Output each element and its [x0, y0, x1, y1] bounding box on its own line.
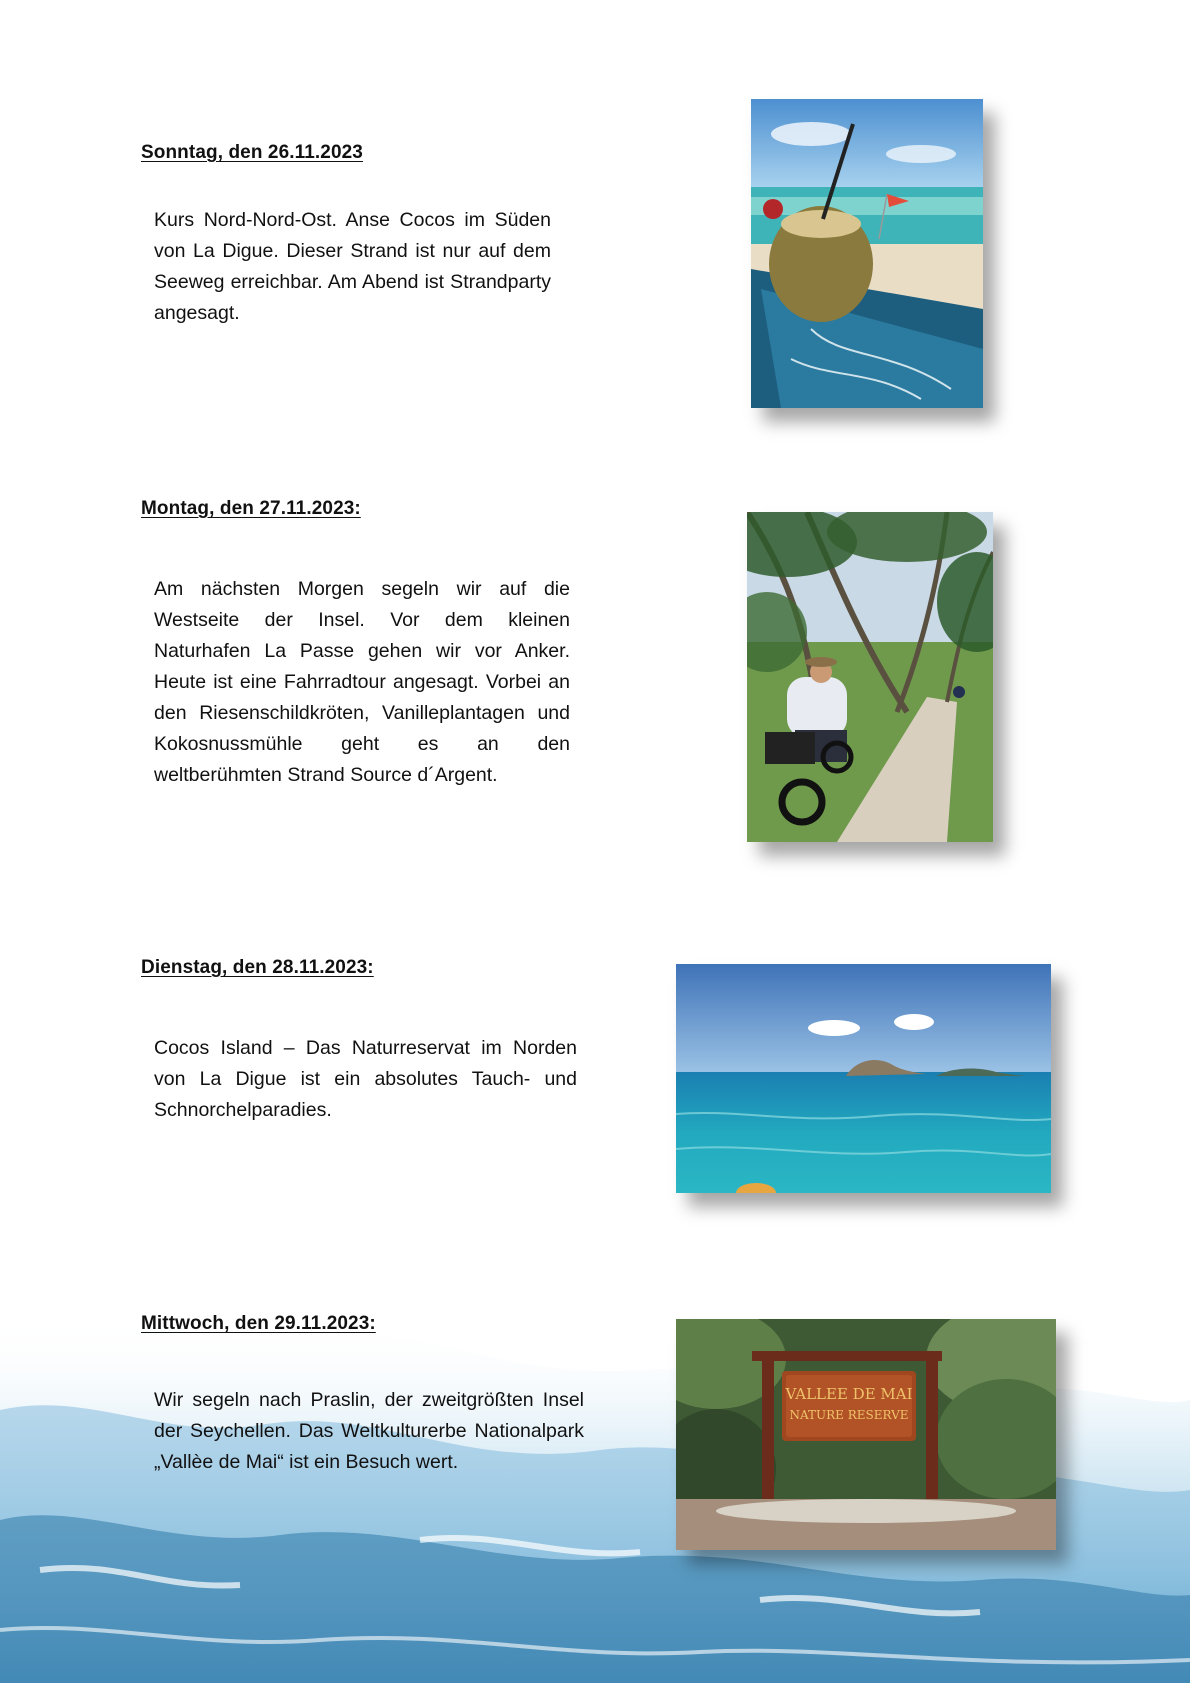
entry-text-tuesday: Cocos Island – Das Naturreservat im Norden von La Digue ist ein absolutes Tauch- und Schnorchelparadies.: [154, 1037, 577, 1121]
entry-heading-wednesday: Mittwoch, den 29.11.2023:: [141, 1313, 376, 1334]
reserve-sign: [782, 1385, 916, 1423]
entry-text-monday: Am nächsten Morgen segeln wir auf die Westseite der Insel. Vor dem kleinen Naturhafen La Passe gehen wir vor Anker. Heute ist eine Fahrradtour angesagt. Vorbei an den Riesenschildkröten, Vanilleplantagen und Kokosnussmühle geht es an den weltberühmten Strand Source d´Argent.: [154, 578, 570, 786]
sign-line-2: NATURE RESERVE: [789, 1408, 909, 1422]
entry-heading-sunday: Sonntag, den 26.11.2023: [141, 142, 363, 163]
vallee-de-mai-photo: [676, 1319, 1056, 1550]
entry-heading-monday: Montag, den 27.11.2023:: [141, 498, 361, 519]
entry-heading-tuesday: Dienstag, den 28.11.2023:: [141, 957, 374, 978]
entry-text-wednesday: Wir segeln nach Praslin, der zweitgrößten Insel der Seychellen. Das Weltkulturerbe Nationalpark „Vallèe de Mai“ ist ein Besuch wert.: [154, 1389, 584, 1473]
coconut-drink-photo: [751, 99, 983, 408]
entry-text-sunday: Kurs Nord-Nord-Ost. Anse Cocos im Süden von La Digue. Dieser Strand ist nur auf dem Seeweg erreichbar. Am Abend ist Strandparty angesagt.: [154, 209, 551, 324]
bike-ride-photo: [747, 512, 993, 842]
cocos-island-photo: [676, 964, 1051, 1193]
sign-line-1: VALLEE DE MAI: [785, 1385, 913, 1403]
